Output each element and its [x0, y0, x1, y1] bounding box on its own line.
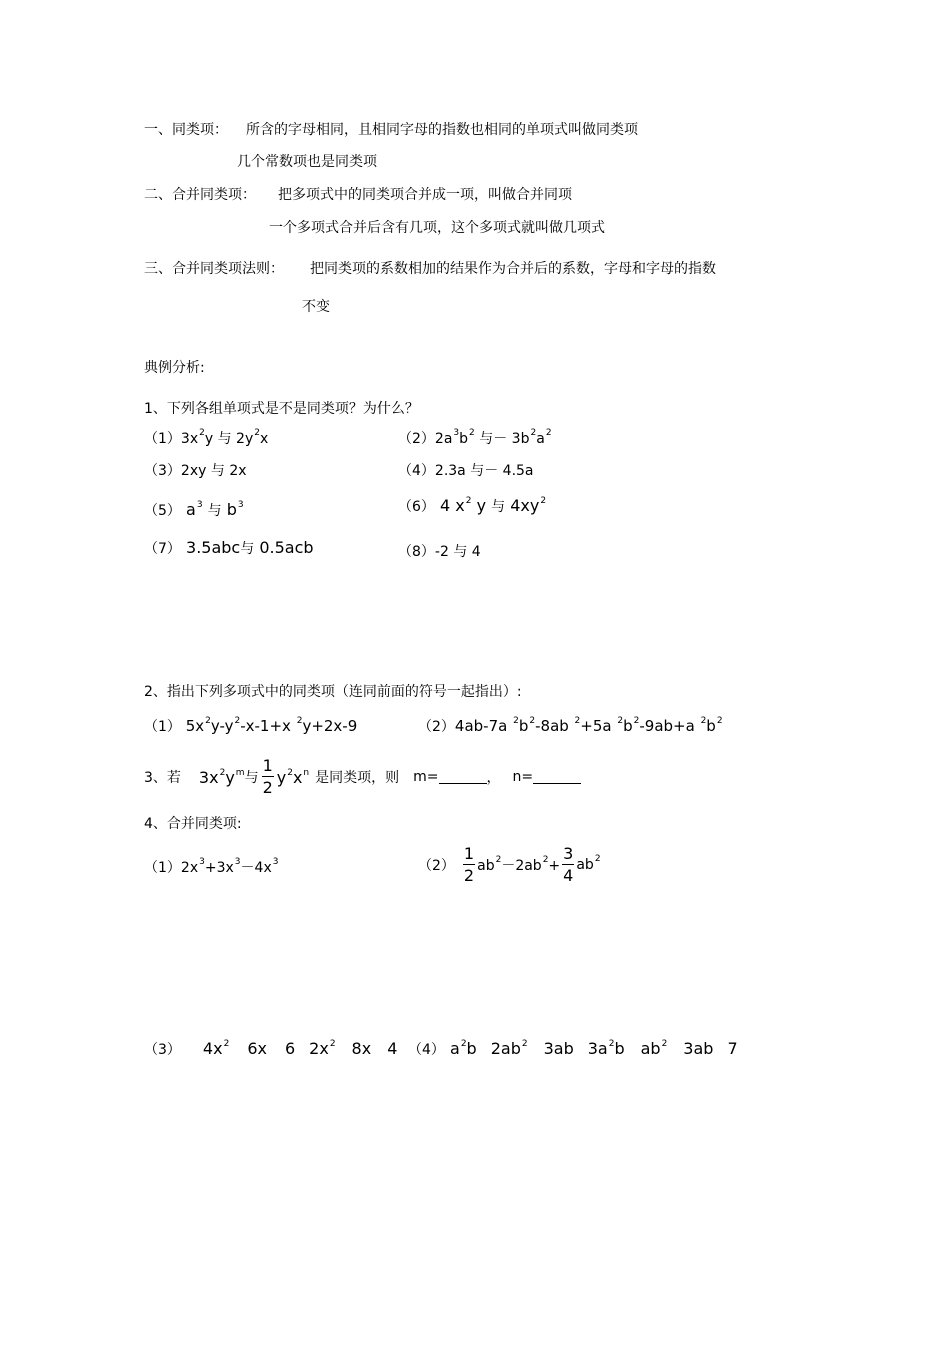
definition-1 [144, 119, 638, 139]
definition-2-note: 一个多项式合并后含有几项，这个多项式就叫做几项式 [269, 220, 605, 236]
q2-item-2: （2）4ab-7a $^2b^2-8ab$ $^2$+5a $^2b^2-9ab+a$ $^2b^2$ [418, 716, 723, 735]
question-1-title: 1、下列各组单项式是不是同类项？为什么？ [144, 401, 419, 417]
q3-suffix: 是同类项，则 [315, 770, 400, 786]
q1-item-2: $(2)2a^3b^2$ 与－ $3b^2a^2$ [398, 428, 552, 447]
expression: -2 [434, 544, 449, 560]
expression: 4 [471, 544, 481, 560]
q4-item-1: $(1)2x^3+3x^3-4x^3$ [144, 857, 279, 876]
q1-item-3 [144, 460, 247, 480]
item-label: （3） [144, 463, 181, 479]
yu-text: 与 [479, 431, 494, 447]
minus-sign: － [501, 858, 516, 874]
q1-item-8 [398, 541, 481, 561]
item-label: （4） [398, 463, 435, 479]
q1-item-5: （5） $a^3$ 与 $b^3$ [144, 500, 244, 519]
item-label: （1） [144, 719, 181, 735]
q4-item-4: （4） $a^2b$ $2ab^2$ 3ab $3a^2b$ $ab^2$ 3ab 7 [408, 1039, 738, 1058]
definition-2 [144, 184, 572, 204]
item-label: （4） [408, 1042, 445, 1058]
definition-2-heading: 二、合并同类项： [144, 187, 256, 203]
q4-item-3: （3） $4x^2$ 6x 6 $2x^2$ 8x 4 [144, 1039, 398, 1058]
item-label: （5） [144, 503, 181, 519]
q2-item-1: （1） $5x^2y-y^2-x-1+x$ $^2$y+2x-9 [144, 716, 358, 735]
item-label: （8） [398, 544, 435, 560]
question-2-title: 2、指出下列多项式中的同类项（连同前面的符号一起指出）: [144, 684, 522, 700]
yu-text: 与 [217, 431, 232, 447]
yu-text: 与 [491, 499, 506, 515]
yu-text: 与 [470, 463, 485, 479]
examples-heading: 典例分析: [144, 360, 205, 376]
item-label: （1） [144, 431, 181, 447]
item-label: （2） [418, 719, 455, 735]
q1-item-1: $(1)3x^2y$ 与 $2y^2x$ [144, 428, 269, 447]
n-label: n= [512, 769, 534, 785]
expression: 0.5acb [259, 538, 314, 557]
definition-3-text: 把同类项的系数相加的结果作为合并后的系数，字母和字母的指数 [310, 261, 716, 277]
minus-sign: － [493, 431, 508, 447]
fraction-one-half: $\frac{1}{2}$ [262, 756, 273, 797]
q1-item-6: （6） 4 $x^2$ y 与 $4xy^2$ [398, 496, 547, 515]
item-label: （3） [144, 1042, 181, 1058]
item-label: （7） [144, 541, 181, 557]
yu-text: 与 [210, 463, 225, 479]
item-label: （1） [144, 860, 181, 876]
definition-1-note: 几个常数项也是同类项 [237, 154, 377, 170]
question-3: 3、若 $3x^2y^m$ 与 $\frac{1}{2}$ $y^2x^n$ 是同类项，则 m= ， n= [144, 758, 581, 796]
q4-item-2: （2） $\frac{1}{2}$ $ab^2-2ab^2+$ $\frac{3}{4}$ $ab^2$ [418, 844, 601, 885]
definition-1-text: 所含的字母相同，且相同字母的指数也相同的单项式叫做同类项 [246, 122, 638, 138]
yu-text: 与 [240, 541, 255, 557]
n-answer-blank[interactable] [533, 771, 581, 784]
question-4-title: 4、合并同类项: [144, 816, 242, 832]
minus-sign: － [240, 860, 255, 876]
q1-item-7 [144, 538, 314, 558]
definition-3 [144, 258, 716, 278]
item-label: （2） [398, 431, 435, 447]
q3-prefix: 3、若 [144, 770, 181, 786]
item-label: （6） [398, 499, 435, 515]
m-label: m= [413, 769, 439, 785]
definition-1-heading: 一、同类项： [144, 122, 228, 138]
yu-text: 与 [207, 503, 222, 519]
expression: 2.3a [434, 463, 466, 479]
expression: 2x [229, 463, 247, 479]
fraction-one-half: $\frac{1}{2}$ [463, 844, 475, 885]
item-label: （2） [418, 858, 455, 874]
definition-2-text: 把多项式中的同类项合并成一项，叫做合并同项 [278, 187, 572, 203]
expression: 2xy [180, 463, 207, 479]
expression: 3.5abc [186, 538, 241, 557]
yu-text: 与 [453, 544, 468, 560]
yu-text: 与 [244, 770, 259, 786]
expression: － 4.5a [484, 463, 534, 479]
q1-item-4 [398, 460, 534, 480]
definition-3-note: 不变 [302, 299, 330, 315]
m-answer-blank[interactable] [439, 771, 487, 784]
definition-3-heading: 三、合并同类项法则： [144, 261, 284, 277]
fraction-three-quarters: $\frac{3}{4}$ [563, 844, 574, 885]
